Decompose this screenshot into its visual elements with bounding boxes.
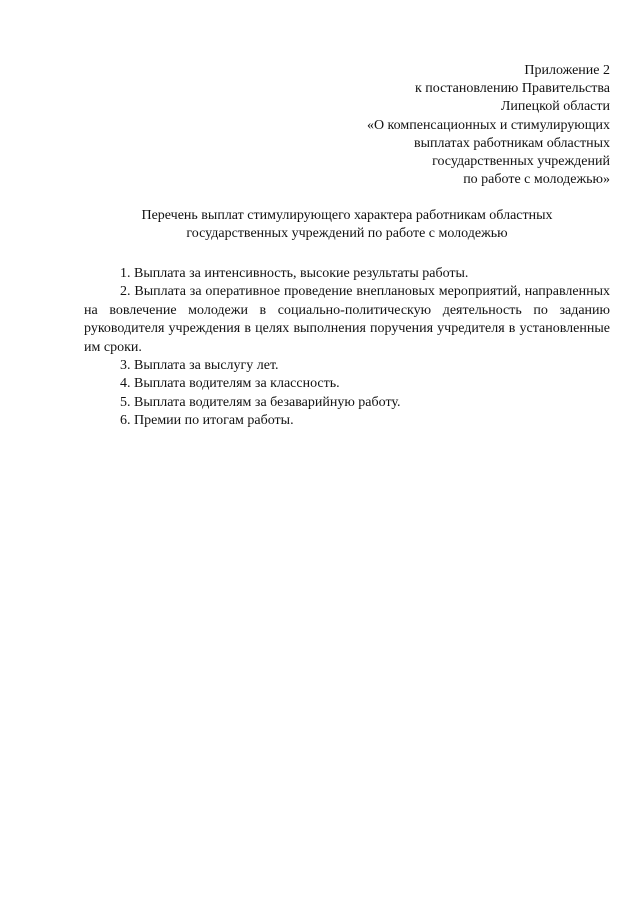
list-item: 6. Премии по итогам работы. (120, 413, 294, 429)
list-item: 1. Выплата за интенсивность, высокие результаты работы. (120, 266, 469, 281)
annex-line: Липецкой области (500, 99, 610, 115)
annex-line: Приложение 2 (524, 63, 610, 78)
document-title (84, 207, 610, 244)
list-item: 5. Выплата водителям за безаварийную работу. (120, 394, 401, 410)
list-item: 2. Выплата за оперативное проведение внеплановых мероприятий, направленных на вовлечение молодежи в социально-политическую деятельность по заданию руководителя учреждения в целях выполнения поручения учредителя в установленные им сроки. (84, 284, 610, 355)
payments-list (84, 265, 610, 431)
annex-line: государственных учреждений (432, 154, 610, 170)
list-item: 3. Выплата за выслугу лет. (120, 358, 279, 374)
title-line-2: государственных учреждений по работе с молодежью (186, 226, 508, 242)
annex-header (290, 62, 610, 189)
annex-line: по работе с молодежью» (463, 172, 610, 188)
title-line-1: Перечень выплат стимулирующего характера работникам областных (141, 208, 553, 223)
annex-line: выплатах работникам областных (414, 135, 610, 151)
list-item: 4. Выплата водителям за классность. (120, 376, 340, 392)
annex-line: «О компенсационных и стимулирующих (366, 117, 610, 133)
annex-line: к постановлению Правительства (414, 81, 610, 97)
